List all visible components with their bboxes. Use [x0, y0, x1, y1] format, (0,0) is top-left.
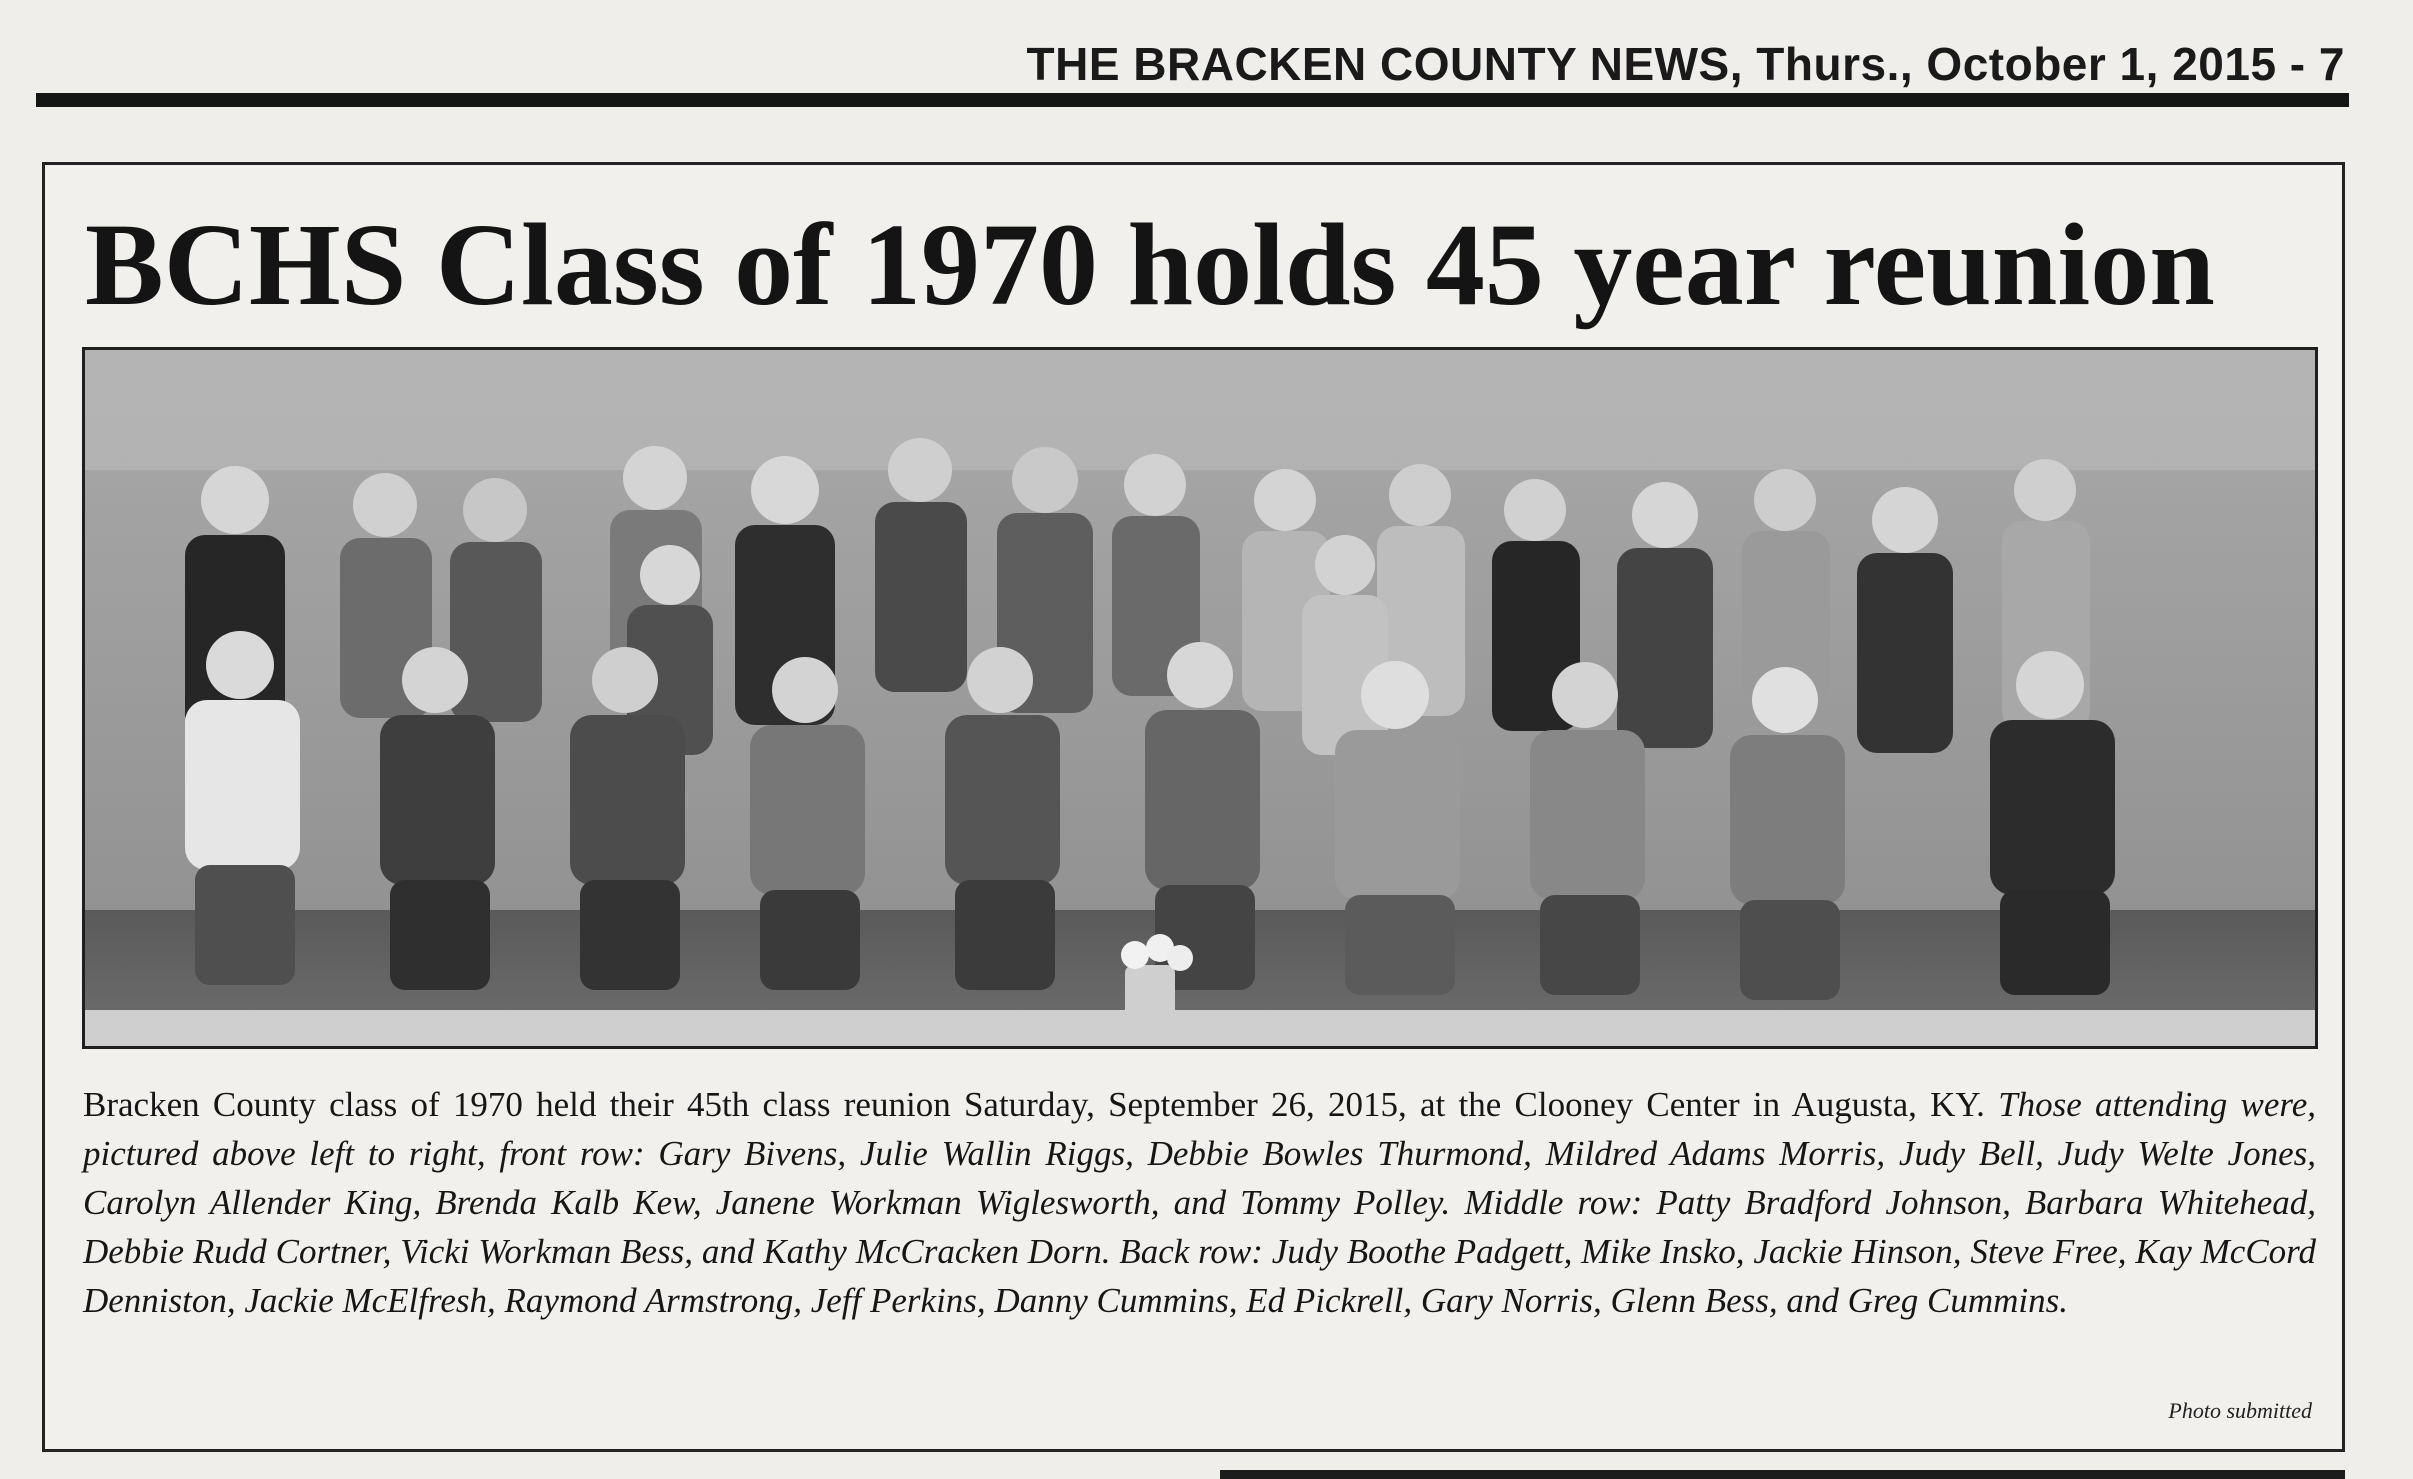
masthead-text: THE BRACKEN COUNTY NEWS, Thurs., October 1, 2015 - 7	[1026, 38, 2345, 90]
article	[42, 162, 2345, 1452]
caption-names: Those attending were, pictured above left to right, front row: Gary Bivens, Julie Wallin Riggs, Debbie Bowles Thurmond, Mildred Adams Morris, Judy Bell, Judy Welte Jones, Carolyn Allender King, Brenda Kalb Kew, Janene Workman Wiglesworth, and Tommy Polley. Middle row: Patty Bradford Johnson, Barbara Whitehead, Debbie Rudd Cortner, Vicki Workman Bess, and Kathy McCracken Dorn. Back row: Judy Boothe Padgett, Mike Insko, Jackie Hinson, Steve Free, Kay McCord Denniston, Jackie McElfresh, Raymond Armstrong, Jeff Perkins, Danny Cummins, Ed Pickrell, Gary Norris, Glenn Bess, and Greg Cummins.	[83, 1085, 2317, 1320]
headline: BCHS Class of 1970 holds 45 year reunion	[85, 199, 2215, 330]
bottom-rule	[1220, 1470, 2345, 1479]
masthead-rule	[36, 93, 2349, 107]
photo-credit: Photo submitted	[2168, 1398, 2312, 1423]
group-photo	[82, 347, 2318, 1049]
photo-caption	[83, 1080, 2316, 1420]
caption-lead: Bracken County class of 1970 held their 45th class reunion Saturday, September 26, 2015, at the Clooney Center in Augusta, KY.	[83, 1085, 1985, 1124]
masthead	[40, 28, 2345, 100]
